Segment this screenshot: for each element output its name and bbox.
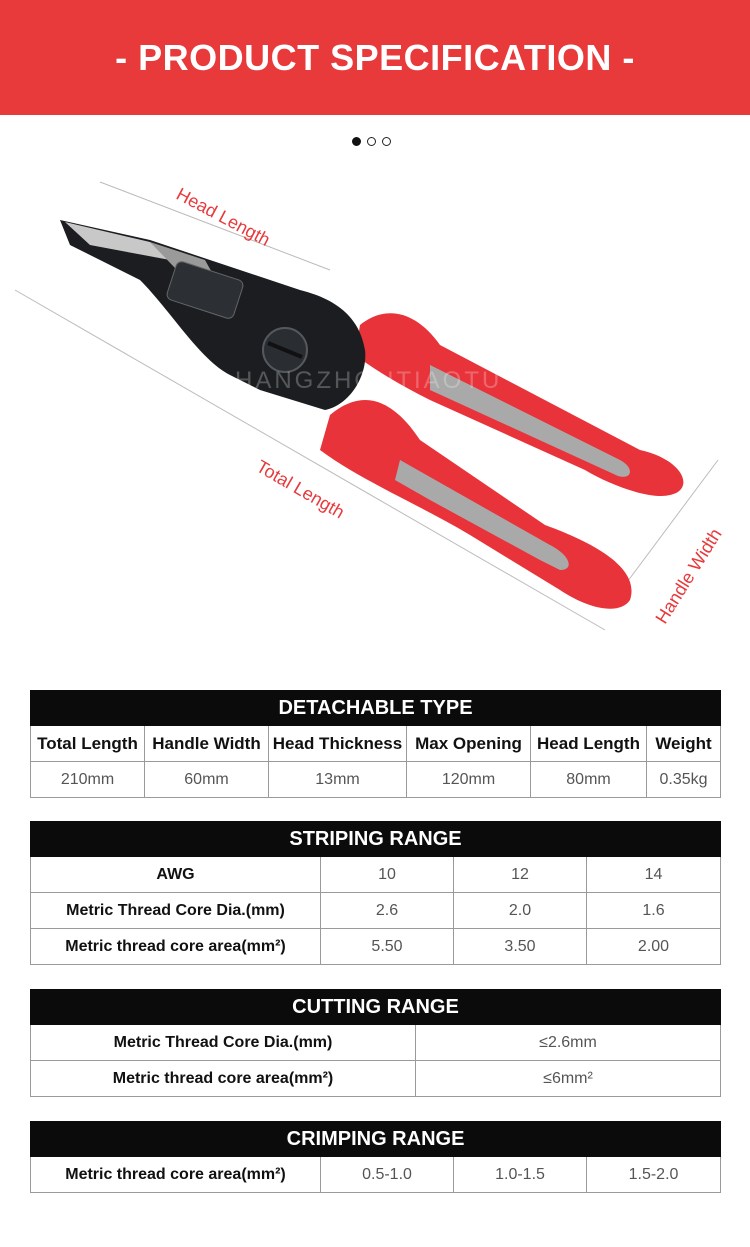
value-cell: 2.00 bbox=[587, 929, 721, 965]
cutting-range-title: CUTTING RANGE bbox=[31, 990, 721, 1025]
row-label: Metric thread core area(mm²) bbox=[31, 1061, 416, 1097]
head-length-label: Head Length bbox=[173, 183, 274, 250]
value-cell: 2.6 bbox=[321, 893, 454, 929]
value-cell: 1.0-1.5 bbox=[454, 1157, 587, 1193]
carousel-dot-2[interactable] bbox=[367, 137, 376, 146]
value-cell: 1.6 bbox=[587, 893, 721, 929]
header-cell: Head Thickness bbox=[269, 726, 407, 762]
value-cell: 5.50 bbox=[321, 929, 454, 965]
lower-grip bbox=[395, 460, 569, 570]
value-cell: ≤6mm² bbox=[416, 1061, 721, 1097]
value-cell: 1.5-2.0 bbox=[587, 1157, 721, 1193]
value-cell: 120mm bbox=[407, 762, 531, 798]
header-cell: Max Opening bbox=[407, 726, 531, 762]
row-label: Metric Thread Core Dia.(mm) bbox=[31, 1025, 416, 1061]
row-label: Metric thread core area(mm²) bbox=[31, 929, 321, 965]
carousel-dot-3[interactable] bbox=[382, 137, 391, 146]
value-cell: ≤2.6mm bbox=[416, 1025, 721, 1061]
value-cell: 60mm bbox=[145, 762, 269, 798]
striping-range-title: STRIPING RANGE bbox=[31, 822, 721, 857]
table-row bbox=[31, 1157, 721, 1193]
striping-range-table bbox=[30, 821, 721, 965]
value-cell: 0.35kg bbox=[647, 762, 721, 798]
row-label: Metric Thread Core Dia.(mm) bbox=[31, 893, 321, 929]
table-header-row bbox=[31, 726, 721, 762]
total-length-label: Total Length bbox=[253, 456, 348, 523]
value-cell: 0.5-1.0 bbox=[321, 1157, 454, 1193]
crimping-range-table bbox=[30, 1121, 721, 1193]
table-row bbox=[31, 1061, 721, 1097]
value-cell: 80mm bbox=[531, 762, 647, 798]
header-banner bbox=[0, 0, 750, 115]
table-row bbox=[31, 893, 721, 929]
header-cell: Head Length bbox=[531, 726, 647, 762]
value-cell: 14 bbox=[587, 857, 721, 893]
page-title: - PRODUCT SPECIFICATION - bbox=[115, 36, 635, 78]
value-cell: 12 bbox=[454, 857, 587, 893]
value-cell: 2.0 bbox=[454, 893, 587, 929]
detachable-type-table bbox=[30, 690, 721, 798]
header-cell: Total Length bbox=[31, 726, 145, 762]
header-cell: Handle Width bbox=[145, 726, 269, 762]
row-label: Metric thread core area(mm²) bbox=[31, 1157, 321, 1193]
crimping-range-title: CRIMPING RANGE bbox=[31, 1122, 721, 1157]
row-label: AWG bbox=[31, 857, 321, 893]
value-cell: 3.50 bbox=[454, 929, 587, 965]
value-cell: 10 bbox=[321, 857, 454, 893]
carousel-dot-1[interactable] bbox=[352, 137, 361, 146]
carousel-indicator bbox=[352, 137, 391, 146]
table-row bbox=[31, 929, 721, 965]
detachable-type-title: DETACHABLE TYPE bbox=[31, 691, 721, 726]
header-cell: Weight bbox=[647, 726, 721, 762]
value-cell: 210mm bbox=[31, 762, 145, 798]
table-row bbox=[31, 857, 721, 893]
pliers-illustration bbox=[0, 160, 750, 680]
cutting-range-table bbox=[30, 989, 721, 1097]
table-row bbox=[31, 762, 721, 798]
value-cell: 13mm bbox=[269, 762, 407, 798]
product-image bbox=[0, 160, 750, 680]
watermark: HANGZHOUTIAOTU bbox=[235, 367, 503, 394]
table-row bbox=[31, 1025, 721, 1061]
handle-width-label: Handle Width bbox=[651, 524, 726, 628]
